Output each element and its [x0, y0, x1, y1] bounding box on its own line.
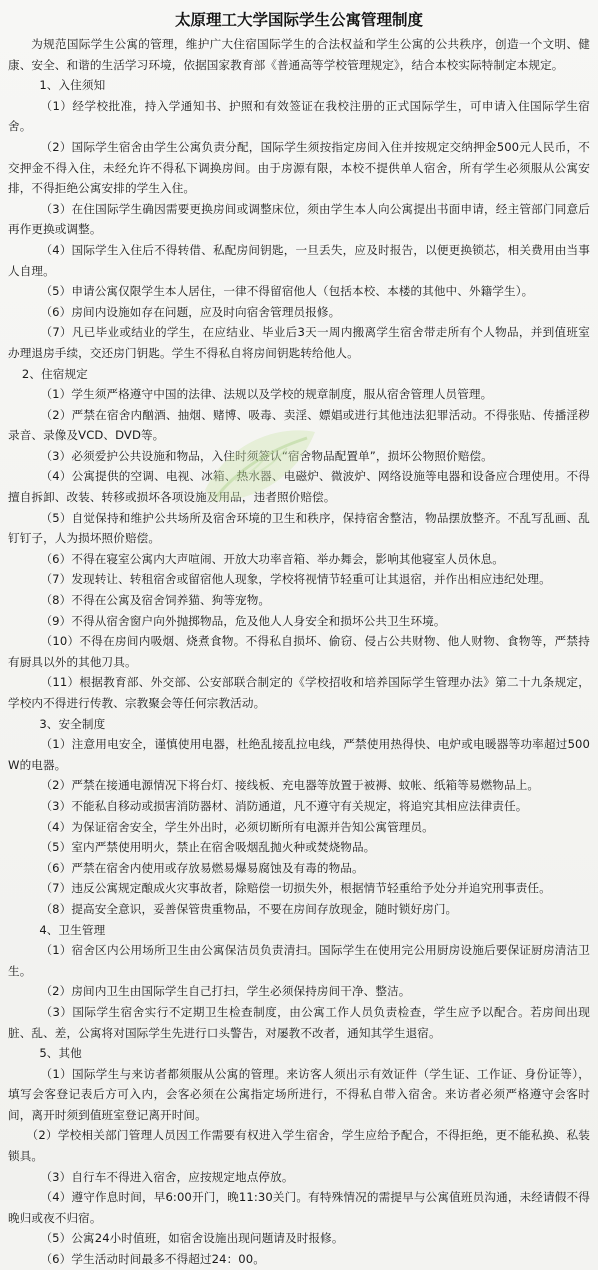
list-item: （1）国际学生与来访者都须服从公寓的管理。来访客人须出示有效证件（学生证、工作证、身份证等），填写会客登记表后方可入内，会客必须在公寓指定场所进行，不得私自带入宿舍。来访者必须严格遵守会客时间，离开时须到值班室登记离开时间。	[8, 1066, 590, 1122]
section-heading: 1、入住须知	[39, 78, 106, 93]
document-title: 太原理工大学国际学生公寓管理制度	[174, 11, 423, 29]
list-item: （4）公寓提供的空调、电视、冰箱、热水器、电磁炉、微波炉、网络设施等电器和设备应合理使用。不得擅自拆卸、改装、转移或损坏各项设施及用品，违者照价赔偿。	[8, 469, 590, 505]
list-item: （4）遵守作息时间，早6:00开门，晚11:30关门。有特殊情况的需提早与公寓值班员沟通，未经请假不得晚归或夜不归宿。	[8, 1190, 590, 1225]
list-item: （6）严禁在宿舍内使用或存放易燃易爆易腐蚀及有毒的物品。	[40, 860, 364, 875]
list-item: （1）经学校批准，持入学通知书、护照和有效签证在我校注册的正式国际学生，可申请入住国际学生宿舍。	[8, 98, 590, 134]
list-item: （3）在住国际学生确因需要更换房间或调整床位，须由学生本人向公寓提出书面申请，经主管部门同意后再作更换或调整。	[8, 201, 590, 237]
list-item: （10）不得在房间内吸烟、烧煮食物。不得私自损坏、偷窃、侵占公共财物、他人财物、食物等，严禁持有厨具以外的其他刀具。	[8, 634, 590, 669]
list-item: （1）注意用电安全，谨慎使用电器，杜绝乱接乱拉电线，严禁使用热得快、电炉或电暖器等功率超过500W的电器。	[8, 737, 590, 772]
document-body	[8, 34, 590, 1270]
list-item: （2）严禁在接通电源情况下将台灯、接线板、充电器等放置于被褥、蚊帐、纸箱等易燃物品上。	[40, 778, 540, 793]
list-item: （7）凡已毕业或结业的学生，在应结业、毕业后3天一周内搬离学生宿舍带走所有个人物品，并到值班室办理退房手续，交还房门钥匙。学生不得私自将房间钥匙转给他人。	[8, 325, 590, 360]
list-item: （5）申请公寓仅限学生本人居住，一律不得留宿他人（包括本校、本楼的其他中、外籍学生）。	[40, 284, 534, 299]
section-heading: 4、卫生管理	[39, 922, 106, 937]
list-item: （3）自行车不得进入宿舍，应按规定地点停放。	[40, 1169, 294, 1184]
list-item: （3）必须爱护公共设施和物品，入住时须签认“宿舍物品配置单”，损坏公物照价赔偿。	[40, 448, 493, 463]
list-item: （8）提高安全意识，妥善保管贵重物品，不要在房间存放现金，随时锁好房门。	[40, 901, 458, 916]
list-item: （5）自觉保持和维护公共场所及宿舍环境的卫生和秩序，保持宿舍整洁，物品摆放整齐。不乱写乱画、乱钉钉子，人为损坏照价赔偿。	[8, 510, 590, 546]
list-item: （5）室内严禁使用明火，禁止在宿舍吸烟乱抛火种或焚烧物品。	[40, 840, 376, 855]
list-item: （2）房间内卫生由国际学生自己打扫，学生必须保持房间干净、整洁。	[40, 984, 411, 999]
section-heading: 2、住宿规定	[21, 366, 88, 381]
list-item: （1）学生须严格遵守中国的法律、法规以及学校的规章制度，服从宿舍管理人员管理。	[40, 387, 493, 402]
list-item: （3）不能私自移动或损害消防器材、消防通道，凡不遵守有关规定，将追究其相应法律责任。	[40, 798, 528, 813]
list-item: （5）公寓24小时值班，如宿舍设施出现问题请及时报修。	[40, 1231, 344, 1246]
list-item: （3）国际学生宿舍实行不定期卫生检查制度，由公寓工作人员负责检查，学生应予以配合。若房间出现脏、乱、差，公寓将对国际学生先进行口头警告，对屡教不改者，通知其学生退宿。	[8, 1004, 590, 1040]
list-item: （6）不得在寝室公寓内大声喧闹、开放大功率音箱、举办舞会，影响其他寝室人员休息。	[40, 551, 505, 566]
list-item: （6）学生活动时间最多不得超过24：00。	[40, 1252, 265, 1267]
list-item: （11）根据教育部、外交部、公安部联合制定的《学校招收和培养国际学生管理办法》第二十九条规定，学校内不得进行传教、宗教聚会等任何宗教活动。	[8, 675, 590, 710]
intro-paragraph: 为规范国际学生公寓的管理，维护广大住宿国际学生的合法权益和学生公寓的公共秩序，创造一个文明、健康、安全、和谐的生活学习环境，依据国家教育部《普通高等学校管理规定》，结合本校实际特制定本规定。	[8, 37, 590, 72]
list-item: （4）国际学生入住后不得转借、私配房间钥匙，一旦丢失，应及时报告，以便更换锁芯，相关费用由当事人自理。	[8, 242, 590, 278]
list-item: （4）为保证宿舍安全，学生外出时，必须切断所有电源并告知公寓管理员。	[40, 819, 434, 834]
list-item: （8）不得在公寓及宿舍饲养猫、狗等宠物。	[40, 593, 271, 608]
list-item: （6）房间内设施如存在问题，应及时向宿舍管理员报修。	[40, 304, 341, 319]
list-item: （9）不得从宿舍窗户向外抛掷物品，危及他人人身安全和损坏公共卫生环境。	[40, 613, 446, 628]
list-item: （2）国际学生宿舍由学生公寓负责分配，国际学生须按指定房间入住并按规定交纳押金500元人民币，不交押金不得入住，未经允许不得私下调换房间。由于房源有限，本校不提供单人宿舍，所有学生必须服从公寓安排，不得拒绝公寓安排的学生入住。	[8, 139, 590, 196]
list-item: （2）严禁在宿舍内酗酒、抽烟、赌博、吸毒、卖淫、嫖娼或进行其他违法犯罪活动。不得张贴、传播淫秽录音、录像及VCD、DVD等。	[8, 407, 590, 443]
list-item: （1）宿舍区内公用场所卫生由公寓保洁员负责清扫。国际学生在使用完公用厨房设施后要保证厨房清洁卫生。	[8, 943, 590, 978]
list-item: （7）违反公寓规定酿成火灾事故者，除赔偿一切损失外，根据情节轻重给予处分并追究刑事责任。	[40, 881, 551, 896]
section-heading: 3、安全制度	[39, 716, 106, 731]
list-item: （2）学校相关部门管理人员因工作需要有权进入学生宿舍，学生应给予配合，不得拒绝，更不能私换、私装锁具。	[8, 1128, 590, 1164]
section-heading: 5、其他	[39, 1046, 82, 1061]
list-item: （7）发现转让、转租宿舍或留宿他人现象，学校将视情节轻重可让其退宿，并作出相应违纪处理。	[40, 572, 551, 587]
